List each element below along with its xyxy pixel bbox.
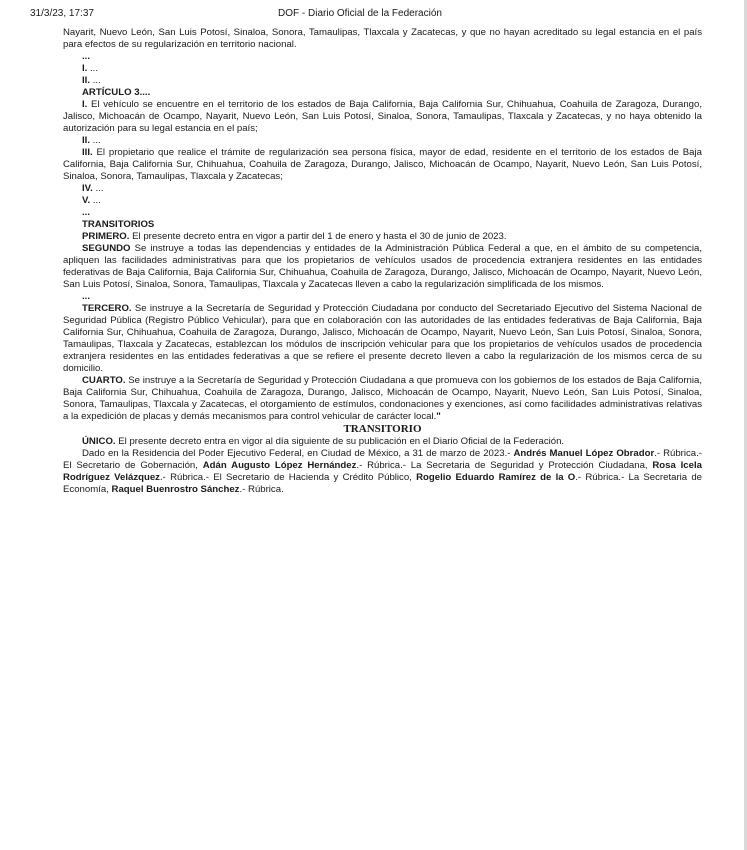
print-title: DOF - Diario Oficial de la Federación xyxy=(278,8,442,19)
transitorio-primero xyxy=(63,231,702,243)
signature-text: .- Rúbrica.- La Secretaria de Seguridad y Protección Ciudadana, xyxy=(356,460,653,471)
article-3-fraction-v xyxy=(63,195,702,207)
transitorio-tercero xyxy=(63,303,702,375)
signatory-name: Rosa Icela Rodríguez Velázquez xyxy=(63,460,702,483)
fraction-i xyxy=(63,63,702,75)
signature-text: .- Rúbrica.- El Secretario de Gobernación, xyxy=(63,448,702,471)
fraction-text: El propietario que realice el trámite de regularización sea persona física, mayor de edad, residente en el territorio de los estados de Baja California, Baja California Sur, Chihuahua, Coahuila de Zaragoza, Durango, Jalisco, Michoacán de Ocampo, Nayarit, Nuevo León, San Luis Potosí, Sinaloa, Sonora, Tamaulipas, Tlaxcala y Zacatecas; xyxy=(63,147,702,182)
signature-text: .- Rúbrica.- La Secretaria de Economía, xyxy=(63,472,702,495)
ellipsis: ... xyxy=(82,207,90,218)
signatory-name: Adán Augusto López Hernández xyxy=(202,460,357,471)
signatures-paragraph xyxy=(63,448,702,496)
transitorio-text: El presente decreto entra en vigor al día siguiente de su publicación en el Diario Oficial de la Federación. xyxy=(115,436,565,447)
article-3-fraction-iii xyxy=(63,147,702,183)
transitorio-label: TERCERO. xyxy=(82,303,132,314)
fraction-label: I. xyxy=(82,99,88,110)
fraction-label: V. xyxy=(82,195,91,206)
fraction-text: ... xyxy=(90,75,101,86)
transitorio-unico xyxy=(63,436,702,448)
fraction-label: II. xyxy=(82,135,90,146)
signatory-name: Raquel Buenrostro Sánchez xyxy=(111,484,240,495)
fraction-text: ... xyxy=(87,63,99,74)
fraction-label: IV. xyxy=(82,183,93,194)
fraction-ii xyxy=(63,75,702,87)
ellipsis: ... xyxy=(82,291,90,302)
article-3-fraction-iv xyxy=(63,183,702,195)
transitorio-label: CUARTO. xyxy=(82,375,126,386)
signature-text: .- Rúbrica.- El Secretario de Hacienda y Crédito Público, xyxy=(159,472,417,483)
transitorio-text: Se instruye a la Secretaría de Seguridad y Protección Ciudadana a que promueva con los gobiernos de los estados de Baja California, Baja California Sur, Chihuahua, Coahuila de Zaragoza, Durango, Jalisco, Michoacán de Ocampo, Nayarit, Nuevo León, San Luis Potosí, Sinaloa, Sonora, Tamaulipas, Tlaxcala y Zacatecas, el otorgamiento de estímulos, condonaciones y exenciones, así como facilidades administrativas relativas a la expedición de placas y demás mecanismos para control vehicular de carácter local. xyxy=(63,375,702,422)
signature-text: Dado en la Residencia del Poder Ejecutivo Federal, en Ciudad de México, a 31 de marzo de 2023.- xyxy=(82,448,514,459)
continued-paragraph: Nayarit, Nuevo León, San Luis Potosí, Sinaloa, Sonora, Tamaulipas, Tlaxcala y Zacatecas, y que no hayan acreditado su legal estancia en el país para efectos de su regularización en territorio nacional. xyxy=(63,27,702,50)
transitorio-text: Se instruye a la Secretaría de Seguridad y Protección Ciudadana por conducto del Secretariado Ejecutivo del Sistema Nacional de Seguridad Pública (Registro Público Vehicular), para que en colaboración con las autoridades de las entidades federativas de Baja California, Baja California Sur, Chihuahua, Coahuila de Zaragoza, Durango, Jalisco, Michoacán de Ocampo, Nayarit, Nuevo León, San Luis Potosí, Sinaloa, Sonora, Tamaulipas, Tlaxcala y Zacatecas, establezcan los módulos de inscripción vehicular para que los propietarios de vehículos usados de procedencia extranjera residentes en las entidades federativas a que se refiere el presente decreto lleven a cabo la regularización de los mismos cerca de su domicilio. xyxy=(63,303,702,374)
transitorio-segundo xyxy=(63,243,702,291)
article-3-fraction-ii xyxy=(63,135,702,147)
closing-quote: " xyxy=(436,411,441,422)
transitorio-heading: TRANSITORIO xyxy=(343,423,422,435)
fraction-text: El vehículo se encuentre en el territorio de los estados de Baja California, Baja California Sur, Chihuahua, Coahuila de Zaragoza, Durango, Jalisco, Michoacán de Ocampo, Nayarit, Nuevo León, San Luis Potosí, Sinaloa, Sonora, Tamaulipas, Tlaxcala y Zacatecas, y no haya obtenido la autorización para su legal estancia en el país; xyxy=(63,99,702,134)
transitorios-heading: TRANSITORIOS xyxy=(82,219,155,230)
signature-text: .- Rúbrica. xyxy=(239,484,284,495)
fraction-text: ... xyxy=(90,195,101,206)
ellipsis: ... xyxy=(82,51,90,62)
fraction-text: ... xyxy=(90,135,101,146)
fraction-label: III. xyxy=(82,147,93,158)
transitorio-text: El presente decreto entra en vigor a partir del 1 de enero y hasta el 30 de junio de 2023. xyxy=(129,231,507,242)
fraction-label: II. xyxy=(82,75,90,86)
article-suffix: ... xyxy=(142,87,151,98)
fraction-text: ... xyxy=(92,183,104,194)
transitorio-text: Se instruye a todas las dependencias y entidades de la Administración Pública Federal a que, en el ámbito de su competencia, apliquen las facilidades administrativas para que los propietarios de vehículos usados de procedencia extranjera residentes en las entidades federativas de Baja California, Baja California Sur, Chihuahua, Coahuila de Zaragoza, Durango, Jalisco, Michoacán de Ocampo, Nayarit, Nuevo León, San Luis Potosí, Sinaloa, Sonora, Tamaulipas, Tlaxcala y Zacatecas lleven a cabo la regularización simplificada de los mismos. xyxy=(63,243,702,290)
article-3-fraction-i xyxy=(63,99,702,135)
signatory-name: Andrés Manuel López Obrador xyxy=(513,448,655,459)
document-body xyxy=(63,27,702,496)
transitorio-label: PRIMERO. xyxy=(82,231,130,242)
transitorio-label: ÚNICO. xyxy=(82,436,116,447)
signatory-name: Rogelio Eduardo Ramírez de la O xyxy=(416,472,576,483)
transitorio-cuarto xyxy=(63,375,702,423)
print-timestamp: 31/3/23, 17:37 xyxy=(30,8,94,19)
article-3-heading xyxy=(63,87,702,99)
fraction-label: I. xyxy=(82,63,88,74)
article-label: ARTÍCULO 3. xyxy=(82,87,143,98)
transitorio-label: SEGUNDO xyxy=(82,243,131,254)
